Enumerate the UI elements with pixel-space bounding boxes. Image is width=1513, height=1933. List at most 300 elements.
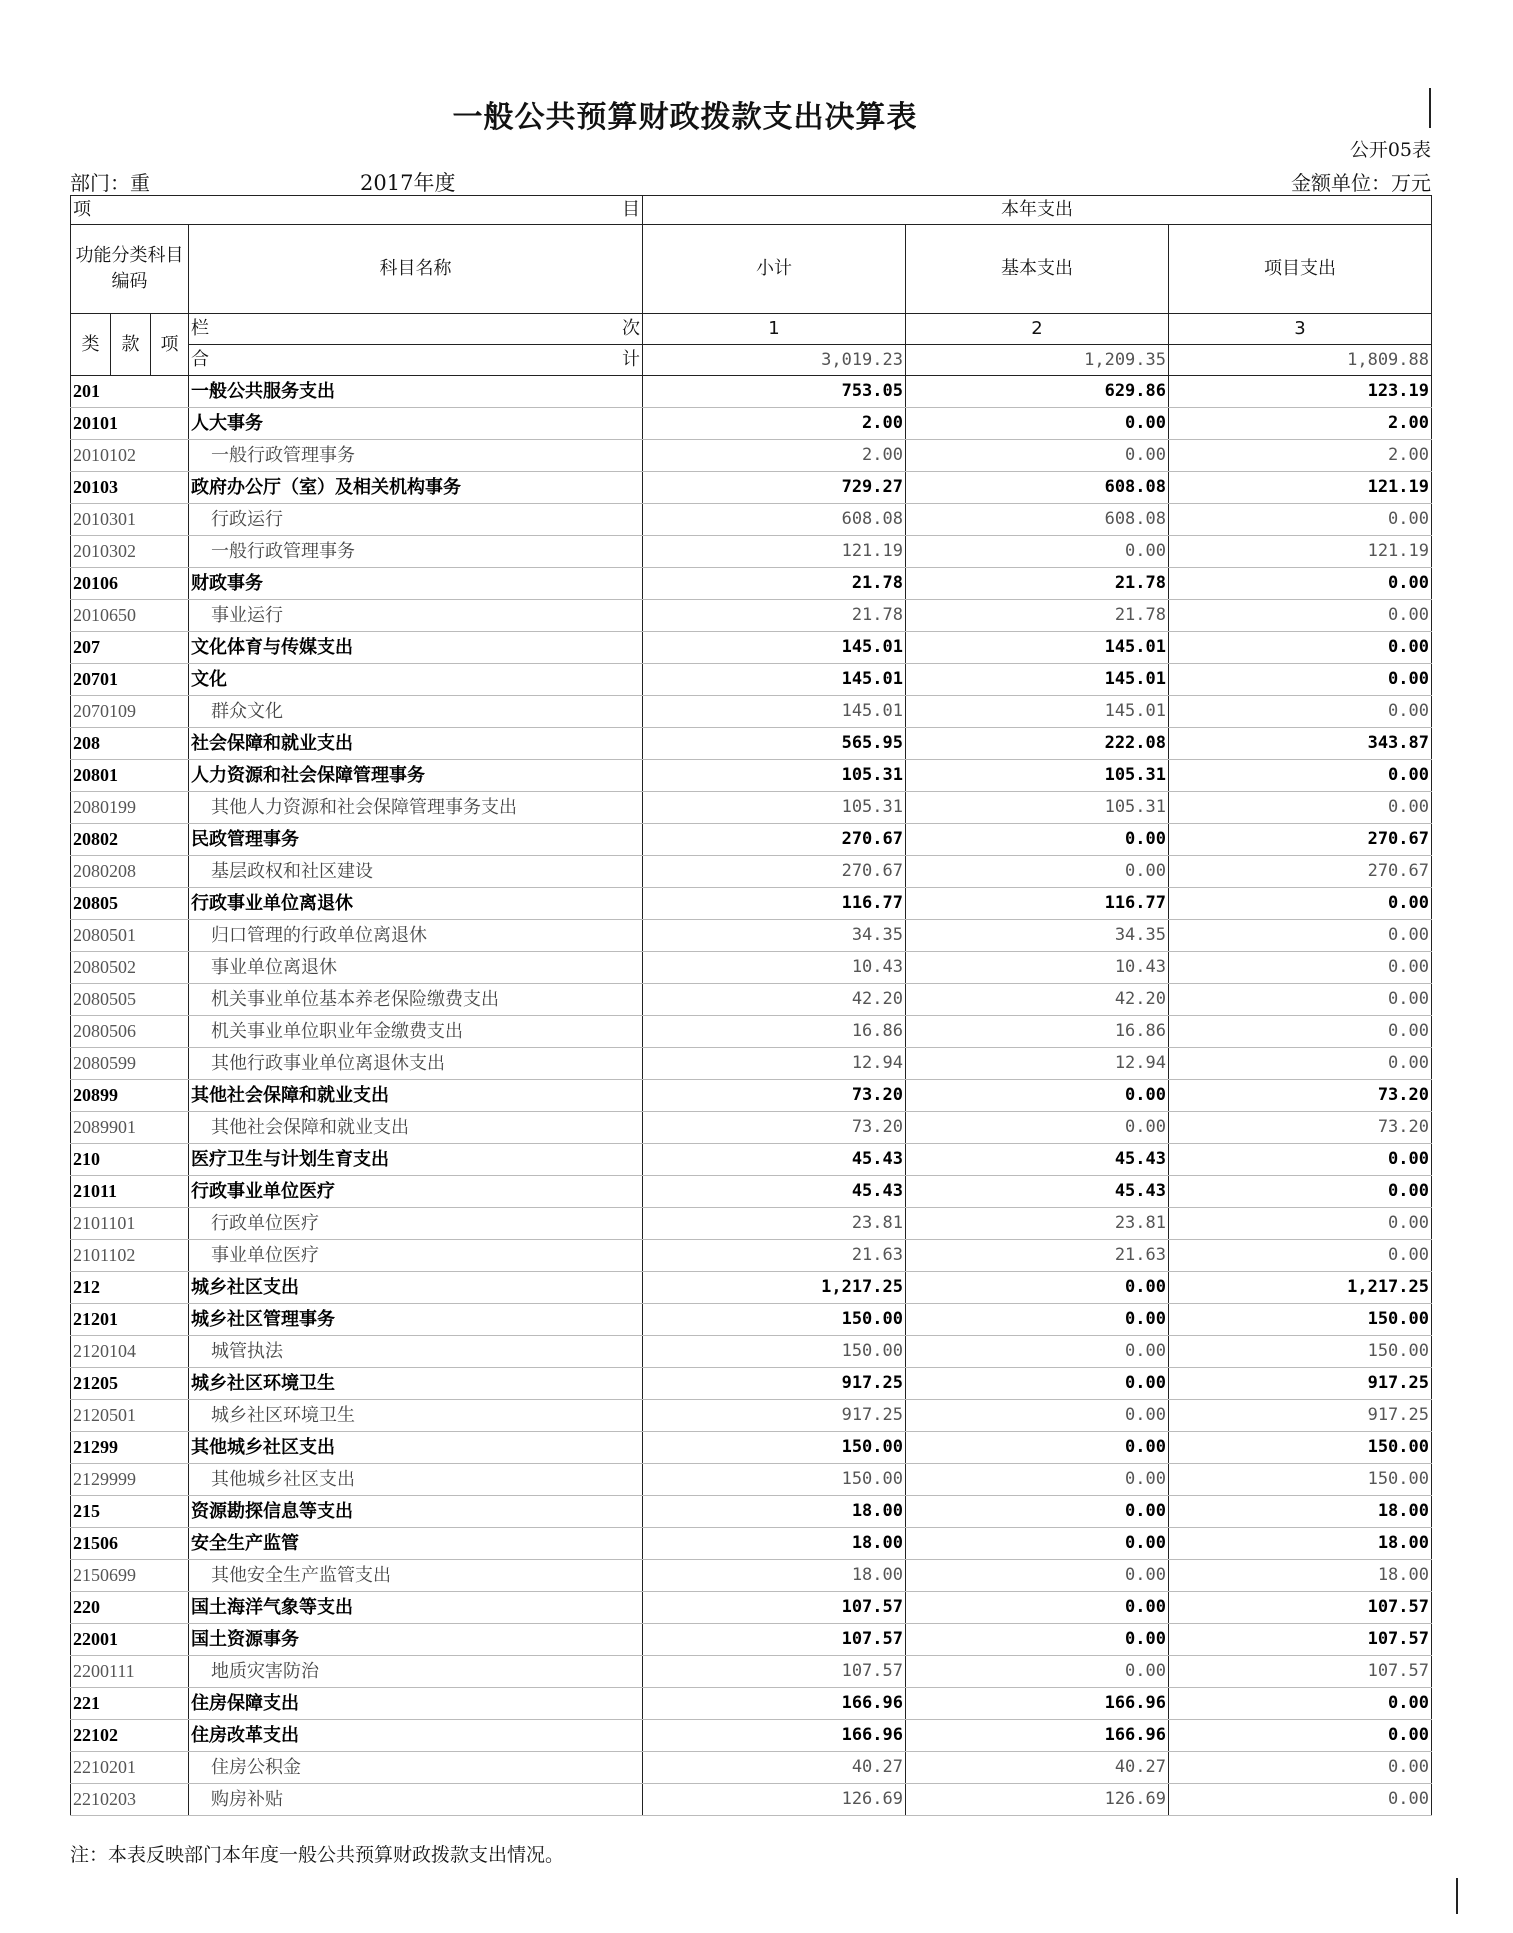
- basic-value: 34.35: [906, 920, 1169, 952]
- project-value: 0.00: [1169, 504, 1432, 536]
- subtotal-value: 150.00: [643, 1432, 906, 1464]
- basic-value: 21.78: [906, 568, 1169, 600]
- basic-value: 608.08: [906, 472, 1169, 504]
- subtotal-value: 12.94: [643, 1048, 906, 1080]
- table-row: [71, 1656, 1432, 1688]
- project-value: 0.00: [1169, 664, 1432, 696]
- basic-value: 10.43: [906, 952, 1169, 984]
- basic-value: 0.00: [906, 1432, 1169, 1464]
- table-row: [71, 440, 1432, 472]
- table-row: [71, 1144, 1432, 1176]
- subject-name: 机关事业单位职业年金缴费支出: [189, 1016, 643, 1048]
- subject-name: 其他行政事业单位离退休支出: [189, 1048, 643, 1080]
- subtotal-value: 2.00: [643, 440, 906, 472]
- table-row: [71, 1336, 1432, 1368]
- project-value: 18.00: [1169, 1560, 1432, 1592]
- table-row: [71, 1784, 1432, 1816]
- function-code: 212: [71, 1272, 189, 1304]
- project-value: 0.00: [1169, 1048, 1432, 1080]
- subtotal-value: 16.86: [643, 1016, 906, 1048]
- subtotal-value: 145.01: [643, 664, 906, 696]
- table-row: [71, 1752, 1432, 1784]
- table-row: [71, 1496, 1432, 1528]
- project-value: 150.00: [1169, 1336, 1432, 1368]
- table-row: [71, 696, 1432, 728]
- subject-name: 归口管理的行政单位离退休: [189, 920, 643, 952]
- table-row: [71, 1240, 1432, 1272]
- subtotal-value: 18.00: [643, 1496, 906, 1528]
- subject-name: 一般公共服务支出: [189, 376, 643, 408]
- function-code: 2080199: [71, 792, 189, 824]
- subject-name: 人力资源和社会保障管理事务: [189, 760, 643, 792]
- subject-name: 人大事务: [189, 408, 643, 440]
- subject-name: 国土资源事务: [189, 1624, 643, 1656]
- project-value: 0.00: [1169, 1016, 1432, 1048]
- basic-value: 12.94: [906, 1048, 1169, 1080]
- function-code: 2089901: [71, 1112, 189, 1144]
- function-code: 21201: [71, 1304, 189, 1336]
- subject-name: 机关事业单位基本养老保险缴费支出: [189, 984, 643, 1016]
- basic-value: 0.00: [906, 1336, 1169, 1368]
- subject-name: 其他安全生产监管支出: [189, 1560, 643, 1592]
- project-value: 150.00: [1169, 1304, 1432, 1336]
- subject-name: 基层政权和社区建设: [189, 856, 643, 888]
- project-value: 343.87: [1169, 728, 1432, 760]
- subject-name: 资源勘探信息等支出: [189, 1496, 643, 1528]
- function-code: 220: [71, 1592, 189, 1624]
- table-row: [71, 792, 1432, 824]
- table-row: [71, 1176, 1432, 1208]
- amount-unit-label: 金额单位：万元: [1291, 171, 1431, 195]
- basic-value: 0.00: [906, 1368, 1169, 1400]
- project-value: 0.00: [1169, 760, 1432, 792]
- basic-value: 0.00: [906, 1304, 1169, 1336]
- project-value: 107.57: [1169, 1592, 1432, 1624]
- subject-name: 城乡社区管理事务: [189, 1304, 643, 1336]
- project-value: 0.00: [1169, 1688, 1432, 1720]
- project-value: 917.25: [1169, 1368, 1432, 1400]
- table-row: [71, 376, 1432, 408]
- subject-name: 住房公积金: [189, 1752, 643, 1784]
- table-row: [71, 824, 1432, 856]
- project-value: 0.00: [1169, 632, 1432, 664]
- subtotal-value: 40.27: [643, 1752, 906, 1784]
- table-row: [71, 1016, 1432, 1048]
- basic-value: 222.08: [906, 728, 1169, 760]
- subtotal-value: 45.43: [643, 1176, 906, 1208]
- subtotal-value: 10.43: [643, 952, 906, 984]
- basic-value: 0.00: [906, 408, 1169, 440]
- basic-value: 0.00: [906, 1496, 1169, 1528]
- table-row: [71, 1272, 1432, 1304]
- subtotal-value: 729.27: [643, 472, 906, 504]
- project-value: 107.57: [1169, 1624, 1432, 1656]
- subject-name: 事业单位医疗: [189, 1240, 643, 1272]
- function-code: 2210203: [71, 1784, 189, 1816]
- table-row: [71, 1624, 1432, 1656]
- function-code: 20801: [71, 760, 189, 792]
- project-exp-header: 项目支出: [1169, 225, 1432, 314]
- subtotal-value: 105.31: [643, 760, 906, 792]
- project-value: 2.00: [1169, 440, 1432, 472]
- project-value: 0.00: [1169, 920, 1432, 952]
- subtotal-value: 18.00: [643, 1528, 906, 1560]
- project-value: 0.00: [1169, 1720, 1432, 1752]
- table-row: [71, 1560, 1432, 1592]
- table-row: [71, 664, 1432, 696]
- lan-ci-label: [189, 314, 643, 345]
- function-code: 2080208: [71, 856, 189, 888]
- subtotal-value: 116.77: [643, 888, 906, 920]
- subject-name: 其他社会保障和就业支出: [189, 1080, 643, 1112]
- subject-name: 城乡社区环境卫生: [189, 1368, 643, 1400]
- project-value: 18.00: [1169, 1496, 1432, 1528]
- project-value: 270.67: [1169, 856, 1432, 888]
- table-row: [71, 1688, 1432, 1720]
- table-row: [71, 504, 1432, 536]
- subtotal-value: 105.31: [643, 792, 906, 824]
- table-row: [71, 408, 1432, 440]
- subtotal-value: 270.67: [643, 856, 906, 888]
- lan-label: 栏: [191, 318, 209, 339]
- subject-name: 医疗卫生与计划生育支出: [189, 1144, 643, 1176]
- function-code: 21299: [71, 1432, 189, 1464]
- subject-name: 财政事务: [189, 568, 643, 600]
- subtotal-value: 2.00: [643, 408, 906, 440]
- subtotal-value: 21.63: [643, 1240, 906, 1272]
- project-value: 123.19: [1169, 376, 1432, 408]
- project-value: 0.00: [1169, 1240, 1432, 1272]
- project-value: 73.20: [1169, 1080, 1432, 1112]
- function-code: 2070109: [71, 696, 189, 728]
- column-number-2: 2: [906, 314, 1169, 345]
- ji-label: 计: [622, 349, 640, 370]
- function-code: 2129999: [71, 1464, 189, 1496]
- fiscal-year: 2017年度: [360, 171, 456, 195]
- project-header-left: 项: [73, 199, 91, 220]
- subtotal-value: 107.57: [643, 1656, 906, 1688]
- project-value: 0.00: [1169, 600, 1432, 632]
- project-value: 121.19: [1169, 536, 1432, 568]
- basic-value: 0.00: [906, 1272, 1169, 1304]
- basic-value: 0.00: [906, 536, 1169, 568]
- subtotal-value: 107.57: [643, 1624, 906, 1656]
- subtotal-value: 23.81: [643, 1208, 906, 1240]
- function-code: 20899: [71, 1080, 189, 1112]
- subtotal-value: 270.67: [643, 824, 906, 856]
- total-basic: 1,209.35: [906, 345, 1169, 376]
- project-value: 1,217.25: [1169, 1272, 1432, 1304]
- subject-name: 行政单位医疗: [189, 1208, 643, 1240]
- basic-value: 40.27: [906, 1752, 1169, 1784]
- table-row: [71, 600, 1432, 632]
- basic-value: 608.08: [906, 504, 1169, 536]
- basic-value: 16.86: [906, 1016, 1169, 1048]
- function-code: 2101101: [71, 1208, 189, 1240]
- table-row: [71, 1080, 1432, 1112]
- subject-name: 其他社会保障和就业支出: [189, 1112, 643, 1144]
- column-number-1: 1: [643, 314, 906, 345]
- basic-value: 166.96: [906, 1720, 1169, 1752]
- function-code: 2080502: [71, 952, 189, 984]
- function-code: 20106: [71, 568, 189, 600]
- function-code: 2120501: [71, 1400, 189, 1432]
- footnote: 注：本表反映部门本年度一般公共预算财政拨款支出情况。: [70, 1844, 565, 1866]
- basic-value: 105.31: [906, 792, 1169, 824]
- table-row: [71, 856, 1432, 888]
- subtotal-value: 166.96: [643, 1720, 906, 1752]
- subject-name: 城乡社区环境卫生: [189, 1400, 643, 1432]
- subject-name: 群众文化: [189, 696, 643, 728]
- basic-value: 42.20: [906, 984, 1169, 1016]
- current-year-header: 本年支出: [643, 196, 1432, 225]
- function-code: 2080501: [71, 920, 189, 952]
- function-code: 20805: [71, 888, 189, 920]
- subtotal-value: 107.57: [643, 1592, 906, 1624]
- table-row: [71, 1304, 1432, 1336]
- project-value: 0.00: [1169, 1144, 1432, 1176]
- subtotal-value: 126.69: [643, 1784, 906, 1816]
- basic-value: 126.69: [906, 1784, 1169, 1816]
- expenditure-table: [70, 195, 1432, 1816]
- subject-name: 社会保障和就业支出: [189, 728, 643, 760]
- total-label: [189, 345, 643, 376]
- project-value: 0.00: [1169, 1176, 1432, 1208]
- table-row: [71, 888, 1432, 920]
- function-code: 22001: [71, 1624, 189, 1656]
- subject-name: 行政事业单位医疗: [189, 1176, 643, 1208]
- basic-value: 0.00: [906, 440, 1169, 472]
- edge-mark: [1429, 88, 1431, 128]
- project-value: 0.00: [1169, 1208, 1432, 1240]
- basic-value: 0.00: [906, 1592, 1169, 1624]
- form-number: 公开05表: [1349, 139, 1431, 161]
- subtotal-value: 150.00: [643, 1336, 906, 1368]
- subtotal-value: 145.01: [643, 696, 906, 728]
- project-value: 0.00: [1169, 792, 1432, 824]
- table-row: [71, 1464, 1432, 1496]
- basic-value: 0.00: [906, 1080, 1169, 1112]
- subtotal-value: 42.20: [643, 984, 906, 1016]
- subject-name: 行政运行: [189, 504, 643, 536]
- function-code: 207: [71, 632, 189, 664]
- function-code: 2010650: [71, 600, 189, 632]
- subtotal-value: 917.25: [643, 1368, 906, 1400]
- header-row-column-numbers: [71, 314, 1432, 345]
- basic-value: 145.01: [906, 632, 1169, 664]
- ci-label: 次: [622, 318, 640, 339]
- basic-value: 145.01: [906, 664, 1169, 696]
- basic-value: 116.77: [906, 888, 1169, 920]
- basic-value: 0.00: [906, 1624, 1169, 1656]
- subtotal-value: 753.05: [643, 376, 906, 408]
- basic-value: 0.00: [906, 824, 1169, 856]
- subtotal-header: 小计: [643, 225, 906, 314]
- project-value: 0.00: [1169, 888, 1432, 920]
- subject-name: 城管执法: [189, 1336, 643, 1368]
- basic-value: 166.96: [906, 1688, 1169, 1720]
- function-code: 2120104: [71, 1336, 189, 1368]
- subject-name: 城乡社区支出: [189, 1272, 643, 1304]
- subject-name: 事业单位离退休: [189, 952, 643, 984]
- table-row: [71, 728, 1432, 760]
- project-value: 0.00: [1169, 568, 1432, 600]
- subtotal-value: 34.35: [643, 920, 906, 952]
- subtotal-value: 145.01: [643, 632, 906, 664]
- subtotal-value: 121.19: [643, 536, 906, 568]
- project-header: [71, 196, 643, 225]
- subject-name: 安全生产监管: [189, 1528, 643, 1560]
- function-code: 2010301: [71, 504, 189, 536]
- project-header-right: 目: [622, 199, 640, 220]
- subject-name: 政府办公厅（室）及相关机构事务: [189, 472, 643, 504]
- subject-name: 事业运行: [189, 600, 643, 632]
- table-row: [71, 1720, 1432, 1752]
- project-value: 270.67: [1169, 824, 1432, 856]
- subtotal-value: 917.25: [643, 1400, 906, 1432]
- function-code: 208: [71, 728, 189, 760]
- department-label: 部门：重: [70, 171, 150, 195]
- table-row: [71, 536, 1432, 568]
- table-row: [71, 1432, 1432, 1464]
- table-row: [71, 1048, 1432, 1080]
- function-code: 2080505: [71, 984, 189, 1016]
- function-code: 210: [71, 1144, 189, 1176]
- function-code: 2010102: [71, 440, 189, 472]
- project-value: 0.00: [1169, 1784, 1432, 1816]
- subject-name-header: 科目名称: [189, 225, 643, 314]
- project-value: 121.19: [1169, 472, 1432, 504]
- header-row-columns: [71, 225, 1432, 314]
- basic-header: 基本支出: [906, 225, 1169, 314]
- function-code: 2210201: [71, 1752, 189, 1784]
- basic-value: 21.78: [906, 600, 1169, 632]
- project-value: 150.00: [1169, 1432, 1432, 1464]
- basic-value: 0.00: [906, 856, 1169, 888]
- function-code: 2010302: [71, 536, 189, 568]
- function-code: 2080599: [71, 1048, 189, 1080]
- subtotal-value: 565.95: [643, 728, 906, 760]
- function-code: 22102: [71, 1720, 189, 1752]
- table-row: [71, 1400, 1432, 1432]
- function-code: 20802: [71, 824, 189, 856]
- table-row: [71, 1112, 1432, 1144]
- subject-name: 购房补贴: [189, 1784, 643, 1816]
- function-code: 20103: [71, 472, 189, 504]
- basic-value: 45.43: [906, 1176, 1169, 1208]
- function-code: 2150699: [71, 1560, 189, 1592]
- header-row-top: [71, 196, 1432, 225]
- project-value: 2.00: [1169, 408, 1432, 440]
- subtotal-value: 73.20: [643, 1112, 906, 1144]
- basic-value: 45.43: [906, 1144, 1169, 1176]
- func-code-header: 功能分类科目编码: [71, 225, 189, 314]
- subject-name: 国土海洋气象等支出: [189, 1592, 643, 1624]
- function-code: 21205: [71, 1368, 189, 1400]
- page-title: 一般公共预算财政拨款支出决算表: [452, 100, 918, 135]
- basic-value: 21.63: [906, 1240, 1169, 1272]
- subject-name: 民政管理事务: [189, 824, 643, 856]
- he-label: 合: [191, 349, 209, 370]
- table-row: [71, 632, 1432, 664]
- subject-name: 文化: [189, 664, 643, 696]
- xiang-header: 项: [151, 314, 189, 376]
- basic-value: 0.00: [906, 1464, 1169, 1496]
- basic-value: 0.00: [906, 1528, 1169, 1560]
- basic-value: 23.81: [906, 1208, 1169, 1240]
- table-row: [71, 568, 1432, 600]
- function-code: 2101102: [71, 1240, 189, 1272]
- project-value: 0.00: [1169, 1752, 1432, 1784]
- basic-value: 629.86: [906, 376, 1169, 408]
- subject-name: 其他人力资源和社会保障管理事务支出: [189, 792, 643, 824]
- project-value: 0.00: [1169, 984, 1432, 1016]
- project-value: 0.00: [1169, 952, 1432, 984]
- subtotal-value: 166.96: [643, 1688, 906, 1720]
- table-row: [71, 984, 1432, 1016]
- subject-name: 行政事业单位离退休: [189, 888, 643, 920]
- project-value: 150.00: [1169, 1464, 1432, 1496]
- table-row: [71, 760, 1432, 792]
- project-value: 18.00: [1169, 1528, 1432, 1560]
- subtotal-value: 150.00: [643, 1304, 906, 1336]
- table-row: [71, 1528, 1432, 1560]
- function-code: 20701: [71, 664, 189, 696]
- total-subtotal: 3,019.23: [643, 345, 906, 376]
- function-code: 215: [71, 1496, 189, 1528]
- function-code: 21011: [71, 1176, 189, 1208]
- project-value: 107.57: [1169, 1656, 1432, 1688]
- subject-name: 其他城乡社区支出: [189, 1464, 643, 1496]
- project-value: 0.00: [1169, 696, 1432, 728]
- project-value: 73.20: [1169, 1112, 1432, 1144]
- column-number-3: 3: [1169, 314, 1432, 345]
- function-code: 221: [71, 1688, 189, 1720]
- subject-name: 其他城乡社区支出: [189, 1432, 643, 1464]
- basic-value: 105.31: [906, 760, 1169, 792]
- basic-value: 0.00: [906, 1400, 1169, 1432]
- table-row: [71, 1208, 1432, 1240]
- function-code: 21506: [71, 1528, 189, 1560]
- total-row: [71, 345, 1432, 376]
- table-row: [71, 1592, 1432, 1624]
- subtotal-value: 21.78: [643, 568, 906, 600]
- basic-value: 0.00: [906, 1560, 1169, 1592]
- subtotal-value: 608.08: [643, 504, 906, 536]
- table-row: [71, 952, 1432, 984]
- basic-value: 0.00: [906, 1112, 1169, 1144]
- subject-name: 一般行政管理事务: [189, 536, 643, 568]
- subtotal-value: 73.20: [643, 1080, 906, 1112]
- subtotal-value: 1,217.25: [643, 1272, 906, 1304]
- table-row: [71, 920, 1432, 952]
- subject-name: 地质灾害防治: [189, 1656, 643, 1688]
- basic-value: 145.01: [906, 696, 1169, 728]
- subtotal-value: 18.00: [643, 1560, 906, 1592]
- subject-name: 住房改革支出: [189, 1720, 643, 1752]
- class-header: 类: [71, 314, 111, 376]
- subtotal-value: 21.78: [643, 600, 906, 632]
- subject-name: 一般行政管理事务: [189, 440, 643, 472]
- basic-value: 0.00: [906, 1656, 1169, 1688]
- table-row: [71, 472, 1432, 504]
- subtotal-value: 45.43: [643, 1144, 906, 1176]
- function-code: 2200111: [71, 1656, 189, 1688]
- table-row: [71, 1368, 1432, 1400]
- function-code: 2080506: [71, 1016, 189, 1048]
- function-code: 20101: [71, 408, 189, 440]
- kuan-header: 款: [111, 314, 151, 376]
